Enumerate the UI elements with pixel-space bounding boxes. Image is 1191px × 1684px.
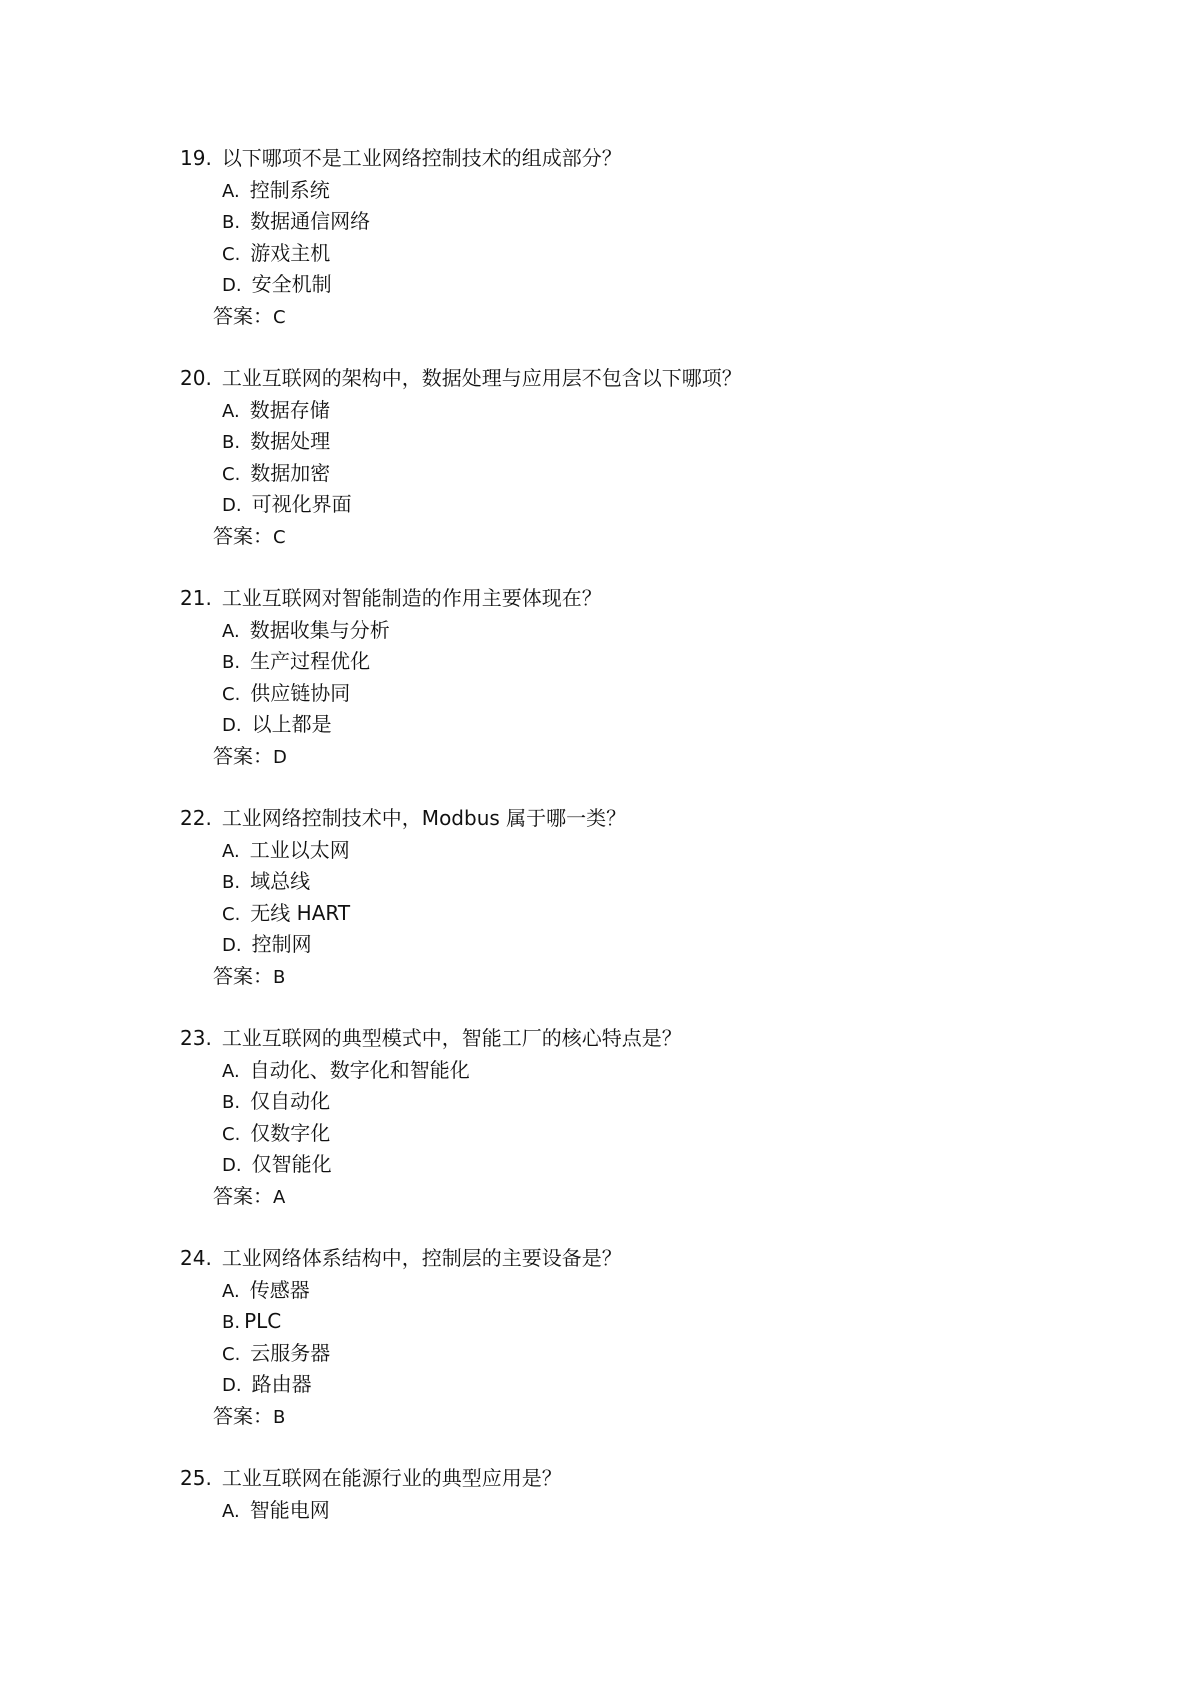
option-a [180,395,1060,427]
option-text: 自动化、数字化和智能化 [249,1057,470,1082]
option-letter: D. [222,715,242,736]
option-a [180,1055,1060,1087]
question-text: 以下哪项不是工业网络控制技术的组成部分？ [221,146,622,170]
question-number: 21. [180,586,212,610]
option-letter: A. [222,1500,240,1522]
answer-value: C [273,526,286,548]
option-letter: B. [222,432,241,453]
option-b [180,426,1060,458]
answer-label: 答案： [213,303,273,328]
option-text: 传感器 [249,1277,310,1302]
option-a [180,1495,1060,1527]
option-text: 安全机制 [251,272,332,296]
question-stem [180,143,1060,175]
answer-line [180,961,1060,993]
question-24 [180,1243,1060,1463]
option-text: 仅数字化 [250,1120,331,1145]
question-number: 19. [180,146,212,170]
question-20 [180,363,1060,583]
option-letter: B. [222,1092,241,1113]
question-text: 工业互联网对智能制造的作用主要体现在？ [221,586,602,610]
option-a [180,615,1060,647]
answer-line [180,1181,1060,1213]
option-c [180,458,1060,490]
option-text: 数据通信网络 [250,209,371,233]
option-letter: D. [222,495,242,516]
option-letter: C. [222,1343,241,1365]
question-stem [180,583,1060,615]
question-text: 工业网络控制技术中，Modbus 属于哪一类？ [221,806,627,830]
option-text: PLC [244,1309,282,1333]
question-22 [180,803,1060,1023]
option-text: 路由器 [251,1372,312,1396]
option-b [180,866,1060,898]
option-text: 供应链协同 [250,680,351,705]
answer-label: 答案： [213,1403,273,1428]
answer-value: C [273,306,286,328]
question-text: 工业互联网的架构中，数据处理与应用层不包含以下哪项？ [221,366,742,390]
option-text: 游戏主机 [250,240,331,265]
answer-line [180,301,1060,333]
question-number: 24. [180,1246,212,1270]
option-text: 无线 HART [250,900,351,925]
option-d [180,1369,1060,1401]
option-letter: B. [222,1312,241,1333]
option-letter: A. [222,400,240,422]
option-letter: A. [222,1060,240,1082]
option-a [180,835,1060,867]
answer-label: 答案： [213,743,273,768]
question-text: 工业互联网在能源行业的典型应用是？ [221,1466,562,1490]
question-23 [180,1023,1060,1243]
option-text: 数据处理 [250,429,331,453]
option-d [180,929,1060,961]
answer-label: 答案： [213,1183,273,1208]
option-a [180,175,1060,207]
option-letter: A. [222,620,240,642]
option-letter: B. [222,652,241,673]
option-c [180,1338,1060,1370]
option-letter: D. [222,1155,242,1176]
option-b [180,646,1060,678]
answer-line [180,741,1060,773]
question-stem [180,1243,1060,1275]
option-d [180,489,1060,521]
question-text: 工业互联网的典型模式中，智能工厂的核心特点是？ [221,1026,682,1050]
question-number: 20. [180,366,212,390]
option-letter: A. [222,840,240,862]
option-letter: B. [222,872,241,893]
question-list [180,143,1060,1683]
option-letter: C. [222,683,241,705]
option-text: 仅智能化 [251,1152,332,1176]
answer-value: A [273,1186,286,1208]
answer-value: B [273,966,286,988]
option-text: 数据加密 [250,460,331,485]
option-letter: D. [222,1375,242,1396]
option-letter: C. [222,1123,241,1145]
option-b [180,1086,1060,1118]
option-letter: C. [222,903,241,925]
answer-line [180,1401,1060,1433]
option-text: 域总线 [250,869,311,893]
option-letter: D. [222,275,242,296]
option-text: 以上都是 [251,712,332,736]
question-stem [180,1023,1060,1055]
question-number: 25. [180,1466,212,1490]
option-text: 智能电网 [249,1497,330,1522]
option-b [180,1306,1060,1338]
option-text: 生产过程优化 [250,649,371,673]
option-c [180,898,1060,930]
question-number: 23. [180,1026,212,1050]
question-25 [180,1463,1060,1683]
option-text: 云服务器 [250,1340,331,1365]
option-text: 工业以太网 [249,837,350,862]
option-text: 数据存储 [249,397,330,422]
option-c [180,1118,1060,1150]
answer-label: 答案： [213,523,273,548]
option-letter: C. [222,463,241,485]
question-stem [180,803,1060,835]
option-c [180,678,1060,710]
question-21 [180,583,1060,803]
option-text: 数据收集与分析 [249,617,390,642]
option-b [180,206,1060,238]
option-d [180,269,1060,301]
option-text: 控制系统 [249,177,330,202]
question-19 [180,143,1060,363]
option-letter: C. [222,243,241,265]
answer-label: 答案： [213,963,273,988]
option-d [180,1149,1060,1181]
question-stem [180,363,1060,395]
option-text: 仅自动化 [250,1089,331,1113]
question-number: 22. [180,806,212,830]
question-text: 工业网络体系结构中，控制层的主要设备是？ [221,1246,622,1270]
option-c [180,238,1060,270]
answer-value: D [273,746,287,768]
option-d [180,709,1060,741]
answer-value: B [273,1406,286,1428]
answer-line [180,521,1060,553]
option-letter: D. [222,935,242,956]
option-letter: B. [222,212,241,233]
option-letter: A. [222,180,240,202]
question-stem [180,1463,1060,1495]
option-text: 可视化界面 [251,492,352,516]
option-letter: A. [222,1280,240,1302]
option-a [180,1275,1060,1307]
option-text: 控制网 [251,932,312,956]
